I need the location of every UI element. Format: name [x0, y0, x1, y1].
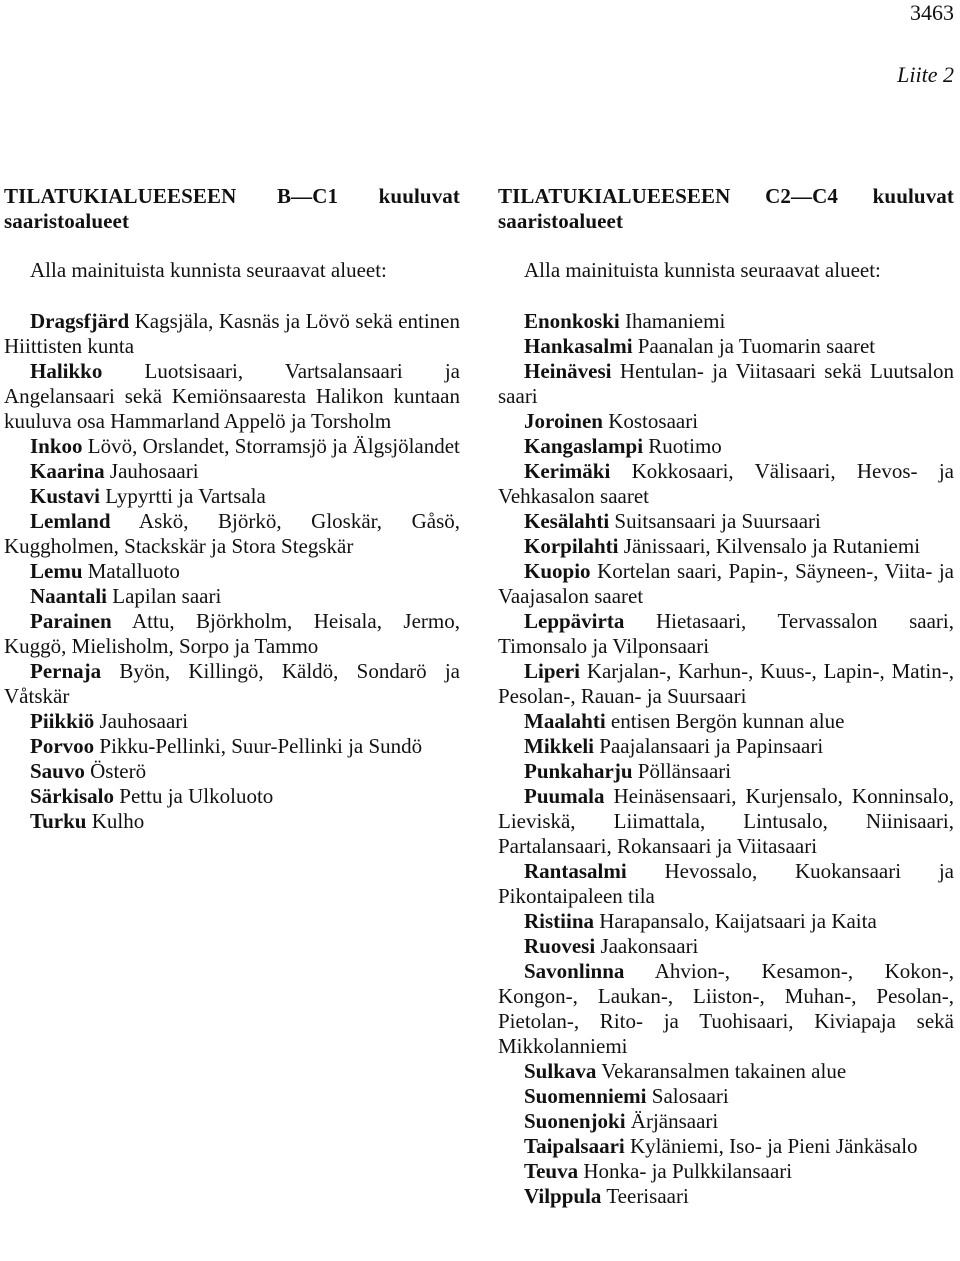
municipality-areas: Pettu ja Ulkoluoto	[119, 784, 274, 808]
left-heading: TILATUKIALUEESEEN B—C1 kuuluvat saaristoalueet	[4, 184, 460, 233]
municipality-areas: Kagsjäla, Kasnäs ja Lövö sekä entinen Hiittisten kunta	[4, 309, 461, 358]
municipality-name: Puumala	[524, 784, 605, 808]
municipality-name: Särkisalo	[30, 784, 115, 808]
municipality-areas: Jauhosaari	[99, 709, 189, 733]
municipality-entry	[4, 784, 460, 809]
municipality-areas: Heinäsensaari, Kurjensalo, Konninsalo, Lieviskä, Liimattala, Lintusalo, Niinisaari, Partalansaari, Rokansaari ja Viitasaari	[498, 784, 955, 858]
municipality-areas: Jänissaari, Kilvensalo ja Rutaniemi	[623, 534, 921, 558]
municipality-name: Suomenniemi	[524, 1084, 647, 1108]
municipality-areas: Pöllänsaari	[637, 759, 732, 783]
municipality-areas: Luotsisaari, Vartsalansaari ja Angelansaari sekä Kemiönsaaresta Halikon kuntaan kuuluva osa Hammarland Appelö ja Torsholm	[4, 359, 460, 433]
municipality-entry	[498, 1084, 954, 1109]
municipality-entry	[4, 584, 460, 609]
municipality-entry	[4, 309, 460, 359]
municipality-name: Kuopio	[524, 559, 591, 583]
municipality-areas: Pikku-Pellinki, Suur-Pellinki ja Sundö	[99, 734, 423, 758]
municipality-entry	[498, 1159, 954, 1184]
municipality-entry	[498, 909, 954, 934]
municipality-areas: Vekaransalmen takainen alue	[601, 1059, 847, 1083]
municipality-entry	[498, 659, 954, 709]
municipality-name: Punkaharju	[524, 759, 633, 783]
municipality-name: Mikkeli	[524, 734, 595, 758]
municipality-areas: Teerisaari	[606, 1184, 689, 1208]
municipality-name: Rantasalmi	[524, 859, 627, 883]
municipality-entry	[4, 609, 460, 659]
municipality-name: Kustavi	[30, 484, 101, 508]
municipality-areas: Suitsansaari ja Suursaari	[614, 509, 821, 533]
municipality-areas: Kokkosaari, Välisaari, Hevos- ja Vehkasalon saaret	[498, 459, 954, 508]
municipality-name: Kaarina	[30, 459, 105, 483]
municipality-name: Liperi	[524, 659, 580, 683]
municipality-entry	[4, 459, 460, 484]
page-number: 3463	[910, 0, 954, 25]
municipality-areas: Österö	[90, 759, 147, 783]
municipality-entry	[4, 434, 460, 459]
municipality-entry	[498, 609, 954, 659]
municipality-entry	[4, 509, 460, 559]
municipality-areas: Jauhosaari	[109, 459, 199, 483]
municipality-name: Porvoo	[30, 734, 95, 758]
municipality-areas: Hevossalo, Kuokansaari ja Pikontaipaleen tila	[498, 859, 954, 908]
municipality-name: Pernaja	[30, 659, 102, 683]
municipality-areas: Askö, Björkö, Gloskär, Gåsö, Kuggholmen, Stackskär ja Stora Stegskär	[4, 509, 460, 558]
municipality-name: Teuva	[524, 1159, 579, 1183]
municipality-entry	[498, 1134, 954, 1159]
municipality-entry	[498, 309, 954, 334]
municipality-areas: Salosaari	[651, 1084, 729, 1108]
municipality-entry	[498, 734, 954, 759]
municipality-entry	[498, 859, 954, 909]
municipality-areas: Ruotimo	[648, 434, 722, 458]
municipality-entry	[4, 359, 460, 434]
municipality-name: Sauvo	[30, 759, 85, 783]
right-heading: TILATUKIALUEESEEN C2—C4 kuuluvat saaristoalueet	[498, 184, 954, 233]
municipality-entry	[4, 484, 460, 509]
municipality-areas: Kyläniemi, Iso- ja Pieni Jänkäsalo	[630, 1134, 918, 1158]
municipality-entry	[4, 809, 460, 834]
municipality-entry	[4, 709, 460, 734]
municipality-entry	[498, 1059, 954, 1084]
municipality-areas: Hentulan- ja Viitasaari sekä Luutsalon saari	[498, 359, 955, 408]
municipality-entry	[4, 734, 460, 759]
municipality-name: Piikkiö	[30, 709, 95, 733]
municipality-entry	[4, 659, 460, 709]
municipality-areas: Lövö, Orslandet, Storramsjö ja Älgsjölandet	[87, 434, 460, 458]
municipality-name: Inkoo	[30, 434, 83, 458]
municipality-name: Naantali	[30, 584, 108, 608]
municipality-name: Vilppula	[524, 1184, 602, 1208]
municipality-areas: Kortelan saari, Papin-, Säyneen-, Viita- ja Vaajasalon saaret	[498, 559, 955, 608]
municipality-name: Kesälahti	[524, 509, 610, 533]
municipality-entry	[498, 409, 954, 434]
municipality-entry	[498, 709, 954, 734]
municipality-name: Hankasalmi	[524, 334, 633, 358]
municipality-areas: Jaakonsaari	[600, 934, 699, 958]
municipality-name: Joroinen	[524, 409, 603, 433]
municipality-entry	[498, 359, 954, 409]
municipality-name: Suonenjoki	[524, 1109, 626, 1133]
municipality-entry	[498, 559, 954, 609]
municipality-entry	[498, 534, 954, 559]
municipality-entry	[498, 509, 954, 534]
municipality-name: Taipalsaari	[524, 1134, 625, 1158]
municipality-areas: entisen Bergön kunnan alue	[610, 709, 845, 733]
municipality-entry	[498, 1184, 954, 1209]
municipality-name: Kerimäki	[524, 459, 611, 483]
municipality-areas: Paanalan ja Tuomarin saaret	[637, 334, 876, 358]
left-intro: Alla mainituista kunnista seuraavat alueet:	[30, 258, 387, 282]
municipality-areas: Ahvion-, Kesamon-, Kokon-, Kongon-, Laukan-, Liiston-, Muhan-, Pesolan-, Pietolan-, Rito- ja Tuohisaari, Kiviapaja sekä Mikkolanniemi	[498, 959, 954, 1058]
municipality-name: Korpilahti	[524, 534, 619, 558]
municipality-name: Enonkoski	[524, 309, 620, 333]
municipality-entry	[498, 334, 954, 359]
municipality-name: Savonlinna	[524, 959, 625, 983]
municipality-name: Heinävesi	[524, 359, 612, 383]
municipality-areas: Ihamaniemi	[624, 309, 726, 333]
municipality-name: Lemu	[30, 559, 83, 583]
municipality-areas: Hietasaari, Tervassalon saari, Timonsalo ja Vilponsaari	[498, 609, 954, 658]
municipality-areas: Matalluoto	[87, 559, 180, 583]
municipality-areas: Kostosaari	[608, 409, 699, 433]
municipality-name: Lemland	[30, 509, 111, 533]
municipality-areas: Harapansalo, Kaijatsaari ja Kaita	[599, 909, 877, 933]
municipality-name: Dragsfjärd	[30, 309, 130, 333]
right-intro: Alla mainituista kunnista seuraavat alueet:	[524, 258, 881, 282]
municipality-entry	[498, 784, 954, 859]
municipality-areas: Kulho	[91, 809, 145, 833]
municipality-entry	[498, 759, 954, 784]
municipality-areas: Lypyrtti ja Vartsala	[105, 484, 266, 508]
municipality-areas: Karjalan-, Karhun-, Kuus-, Lapin-, Matin-, Pesolan-, Rauan- ja Suursaari	[498, 659, 955, 708]
municipality-areas: Lapilan saari	[112, 584, 222, 608]
municipality-name: Parainen	[30, 609, 112, 633]
municipality-name: Maalahti	[524, 709, 606, 733]
municipality-entry	[498, 434, 954, 459]
left-entry-list	[4, 309, 460, 834]
right-column	[498, 184, 954, 1209]
municipality-areas: Byön, Killingö, Käldö, Sondarö ja Våtskär	[4, 659, 461, 708]
municipality-name: Leppävirta	[524, 609, 625, 633]
municipality-entry	[498, 934, 954, 959]
municipality-areas: Attu, Björkholm, Heisala, Jermo, Kuggö, Mielisholm, Sorpo ja Tammo	[4, 609, 460, 658]
appendix-label: Liite 2	[897, 62, 954, 87]
municipality-name: Ruovesi	[524, 934, 596, 958]
municipality-entry	[498, 959, 954, 1059]
left-column	[4, 184, 460, 834]
municipality-name: Turku	[30, 809, 87, 833]
municipality-areas: Paajalansaari ja Papinsaari	[599, 734, 824, 758]
municipality-name: Kangaslampi	[524, 434, 644, 458]
municipality-name: Halikko	[30, 359, 103, 383]
municipality-entry	[4, 759, 460, 784]
municipality-areas: Ärjänsaari	[630, 1109, 719, 1133]
municipality-name: Sulkava	[524, 1059, 597, 1083]
municipality-name: Ristiina	[524, 909, 595, 933]
municipality-entry	[4, 559, 460, 584]
municipality-areas: Honka- ja Pulkkilansaari	[583, 1159, 793, 1183]
municipality-entry	[498, 459, 954, 509]
municipality-entry	[498, 1109, 954, 1134]
right-entry-list	[498, 309, 954, 1209]
